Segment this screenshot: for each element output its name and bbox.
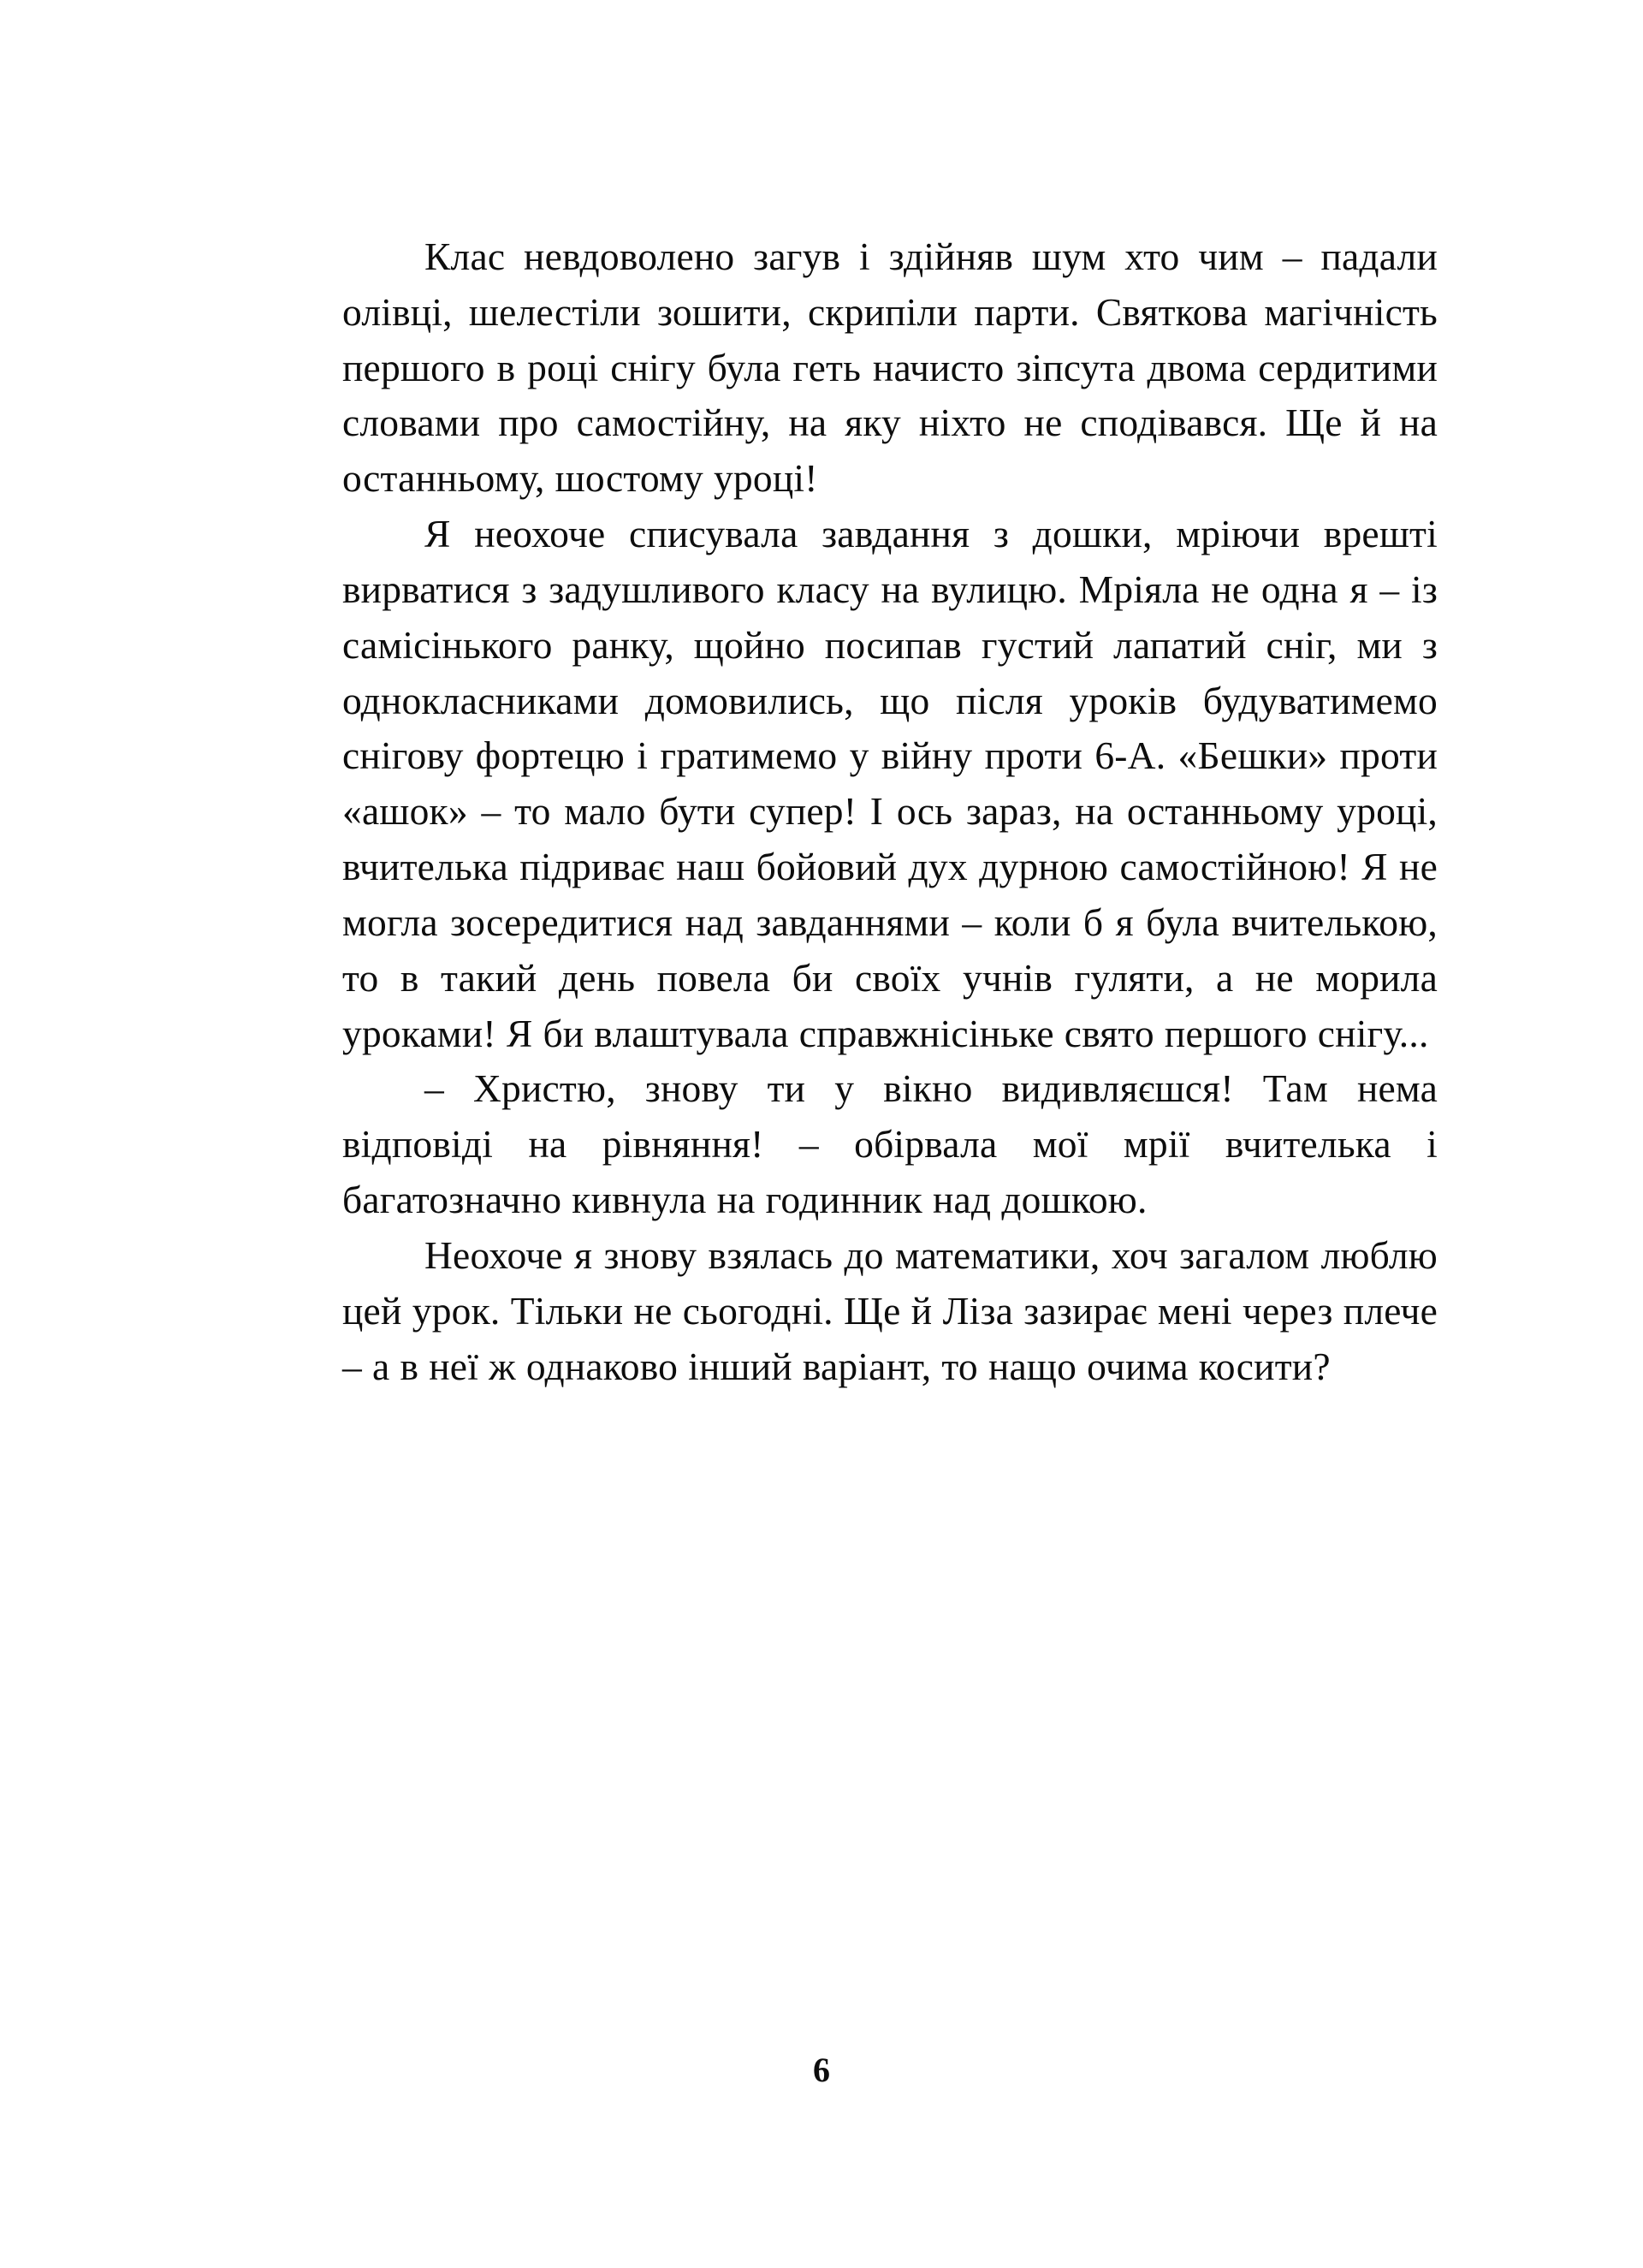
page-body-text: [342, 229, 1438, 1394]
page-number: 6: [813, 2051, 830, 2089]
paragraph: Клас невдоволено загув і здійняв шум хто чим – падали олівці, шелестіли зошити, скрипіли парти. Святкова магічність першого в році снігу була геть начисто зіпсута двома сердитими словами про самостійну, на яку ніхто не сподівався. Ще й на останньому, шостому уроці!: [342, 235, 1438, 501]
paragraph: – Христю, знову ти у вікно видивляєшся! Там нема відповіді на рівняння! – обірвала мої мрії вчителька і багатозначно кивнула на годинник над дошкою.: [342, 1066, 1438, 1222]
paragraph: Неохоче я знову взялась до математики, хоч загалом люблю цей урок. Тільки не сьогодні. Ще й Ліза зазирає мені через плече – а в неї ж однаково інший варіант, то нащо очима косити?: [342, 1232, 1438, 1388]
paragraph: Я неохоче списувала завдання з дошки, мріючи врешті вирватися з задушливого класу на вулицю. Мріяла не одна я – із самісінького ранку, щойно посипав густий лапатий сніг, ми з однокласниками домовились, що після уроків будуватимемо снігову фортецю і гратимемо у війну проти 6-А. «Бешки» проти «ашок» – то мало бути супер! І ось зараз, на останньому уроці, вчителька підриває наш бойовий дух дурною самостійною! Я не могла зосередитися над завданнями – коли б я була вчителькою, то в такий день повела би своїх учнів гуляти, а не морила уроками! Я би влаштувала справжнісіньке свято першого снігу...: [342, 512, 1438, 1055]
